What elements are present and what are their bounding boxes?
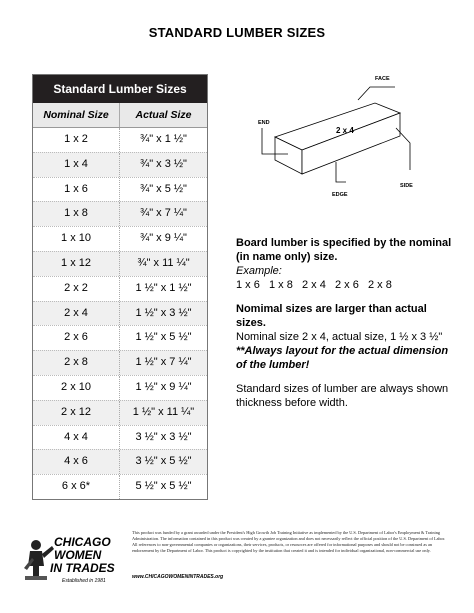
edge-label: EDGE <box>332 192 348 198</box>
nominal-heading: Nomimal sizes are larger than actual sizes. <box>236 303 427 329</box>
lumber-size-table <box>32 74 208 500</box>
table-row <box>33 226 207 251</box>
actual-size-cell: ¾" x 7 ¼" <box>140 207 187 220</box>
nominal-size-cell: 1 x 4 <box>33 153 120 177</box>
actual-size-cell: 1 ½" x 9 ¼" <box>135 380 192 393</box>
table-row <box>33 251 207 276</box>
table-body <box>33 128 207 499</box>
face-leader <box>358 87 395 100</box>
actual-size-cell: ¾" x 3 ½" <box>140 157 187 170</box>
nominal-size-cell: 2 x 8 <box>33 351 120 375</box>
actual-size-cell: 5 ½" x 5 ½" <box>135 480 192 493</box>
logo-line-2: WOMEN <box>54 548 102 562</box>
table-row <box>33 449 207 474</box>
header-nominal-size: Nominal Size <box>33 103 120 127</box>
example-label: Example: <box>236 265 282 277</box>
nominal-size-cell: 4 x 4 <box>33 426 120 450</box>
actual-size-cell: 1 ½" x 3 ½" <box>135 306 192 319</box>
nominal-size-cell: 1 x 2 <box>33 128 120 152</box>
table-row <box>33 400 207 425</box>
table-header-row <box>33 103 207 128</box>
nominal-size-cell: 6 x 6* <box>33 475 120 499</box>
logo-established: Established in 1981 <box>62 578 106 584</box>
example-size: 2 x 8 <box>368 279 392 291</box>
table-row <box>33 128 207 152</box>
table-row <box>33 375 207 400</box>
nominal-size-cell: 2 x 12 <box>33 401 120 425</box>
standard-note: Standard sizes of lumber are always shown thickness before width. <box>236 383 449 409</box>
spec-heading: Board lumber is specified by the nominal (in name only) size. <box>236 237 452 263</box>
footer-disclaimer: This product was funded by a grant awarded under the President's High Growth Job Training Initiative as implemented by the U.S. Department of Labor's Employment & Training Administration. The information contained in this product was created by a grantee organization and does not necessarily reflect the official position of the U.S. Department of Labor. All references to non-governmental companies or organizations, their services, products, or resources are offered for informational purposes and should not be construed as an endorsement by the Department of Labor. This product is copyrighted by the institution that created it and is intended for individual organizational, non-commercial use only. <box>132 530 446 553</box>
nominal-size-cell: 1 x 12 <box>33 252 120 276</box>
examples-list <box>236 278 456 292</box>
lumber-notes <box>236 236 456 410</box>
table-row <box>33 325 207 350</box>
actual-size-cell: ¾" x 5 ½" <box>140 182 187 195</box>
footer-url-link[interactable]: www.CHICAGOWOMENINTRADES.org <box>132 574 224 580</box>
table-row <box>33 425 207 450</box>
table-row <box>33 276 207 301</box>
end-label: END <box>258 120 270 126</box>
nominal-size-cell: 2 x 10 <box>33 376 120 400</box>
table-row <box>33 301 207 326</box>
nominal-size-cell: 2 x 6 <box>33 326 120 350</box>
page-title: STANDARD LUMBER SIZES <box>148 25 326 40</box>
logo-line-3: IN TRADES <box>50 561 115 575</box>
actual-size-cell: 1 ½" x 7 ¼" <box>135 356 192 369</box>
example-size: 1 x 8 <box>269 279 293 291</box>
table-row <box>33 177 207 202</box>
actual-size-cell: 1 ½" x 5 ½" <box>135 331 192 344</box>
table-title: Standard Lumber Sizes <box>33 75 207 103</box>
nominal-size-cell: 1 x 8 <box>33 202 120 226</box>
actual-size-cell: ¾" x 1 ½" <box>140 133 187 145</box>
logo-line-1: CHICAGO <box>54 535 111 549</box>
actual-size-cell: 3 ½" x 5 ½" <box>135 455 192 468</box>
board-size-label: 2 x 4 <box>336 126 354 135</box>
example-size: 1 x 6 <box>236 279 260 291</box>
table-row <box>33 152 207 177</box>
example-size: 2 x 4 <box>302 279 326 291</box>
nominal-size-cell: 1 x 6 <box>33 178 120 202</box>
nominal-size-cell: 1 x 10 <box>33 227 120 251</box>
nominal-size-cell: 4 x 6 <box>33 450 120 474</box>
actual-size-cell: 1 ½" x 11 ¼" <box>132 405 195 418</box>
nominal-example: Nominal size 2 x 4, actual size, 1 ½ x 3 ½" <box>236 331 443 343</box>
actual-size-cell: ¾" x 11 ¼" <box>137 256 190 269</box>
table-row <box>33 350 207 375</box>
table-row <box>33 201 207 226</box>
nominal-size-cell: 2 x 4 <box>33 302 120 326</box>
edge-leader <box>336 162 346 182</box>
face-label: FACE <box>375 76 390 82</box>
example-size: 2 x 6 <box>335 279 359 291</box>
actual-size-cell: ¾" x 9 ¼" <box>140 232 187 245</box>
chicago-women-in-trades-logo <box>22 528 130 590</box>
actual-size-cell: 3 ½" x 3 ½" <box>135 430 192 443</box>
header-actual-size: Actual Size <box>135 109 192 121</box>
board-diagram <box>250 70 450 200</box>
table-row <box>33 474 207 499</box>
side-label: SIDE <box>400 183 413 189</box>
actual-size-cell: 1 ½" x 1 ½" <box>135 281 192 294</box>
layout-note: **Always layout for the actual dimension of the lumber! <box>236 345 449 371</box>
nominal-size-cell: 2 x 2 <box>33 277 120 301</box>
